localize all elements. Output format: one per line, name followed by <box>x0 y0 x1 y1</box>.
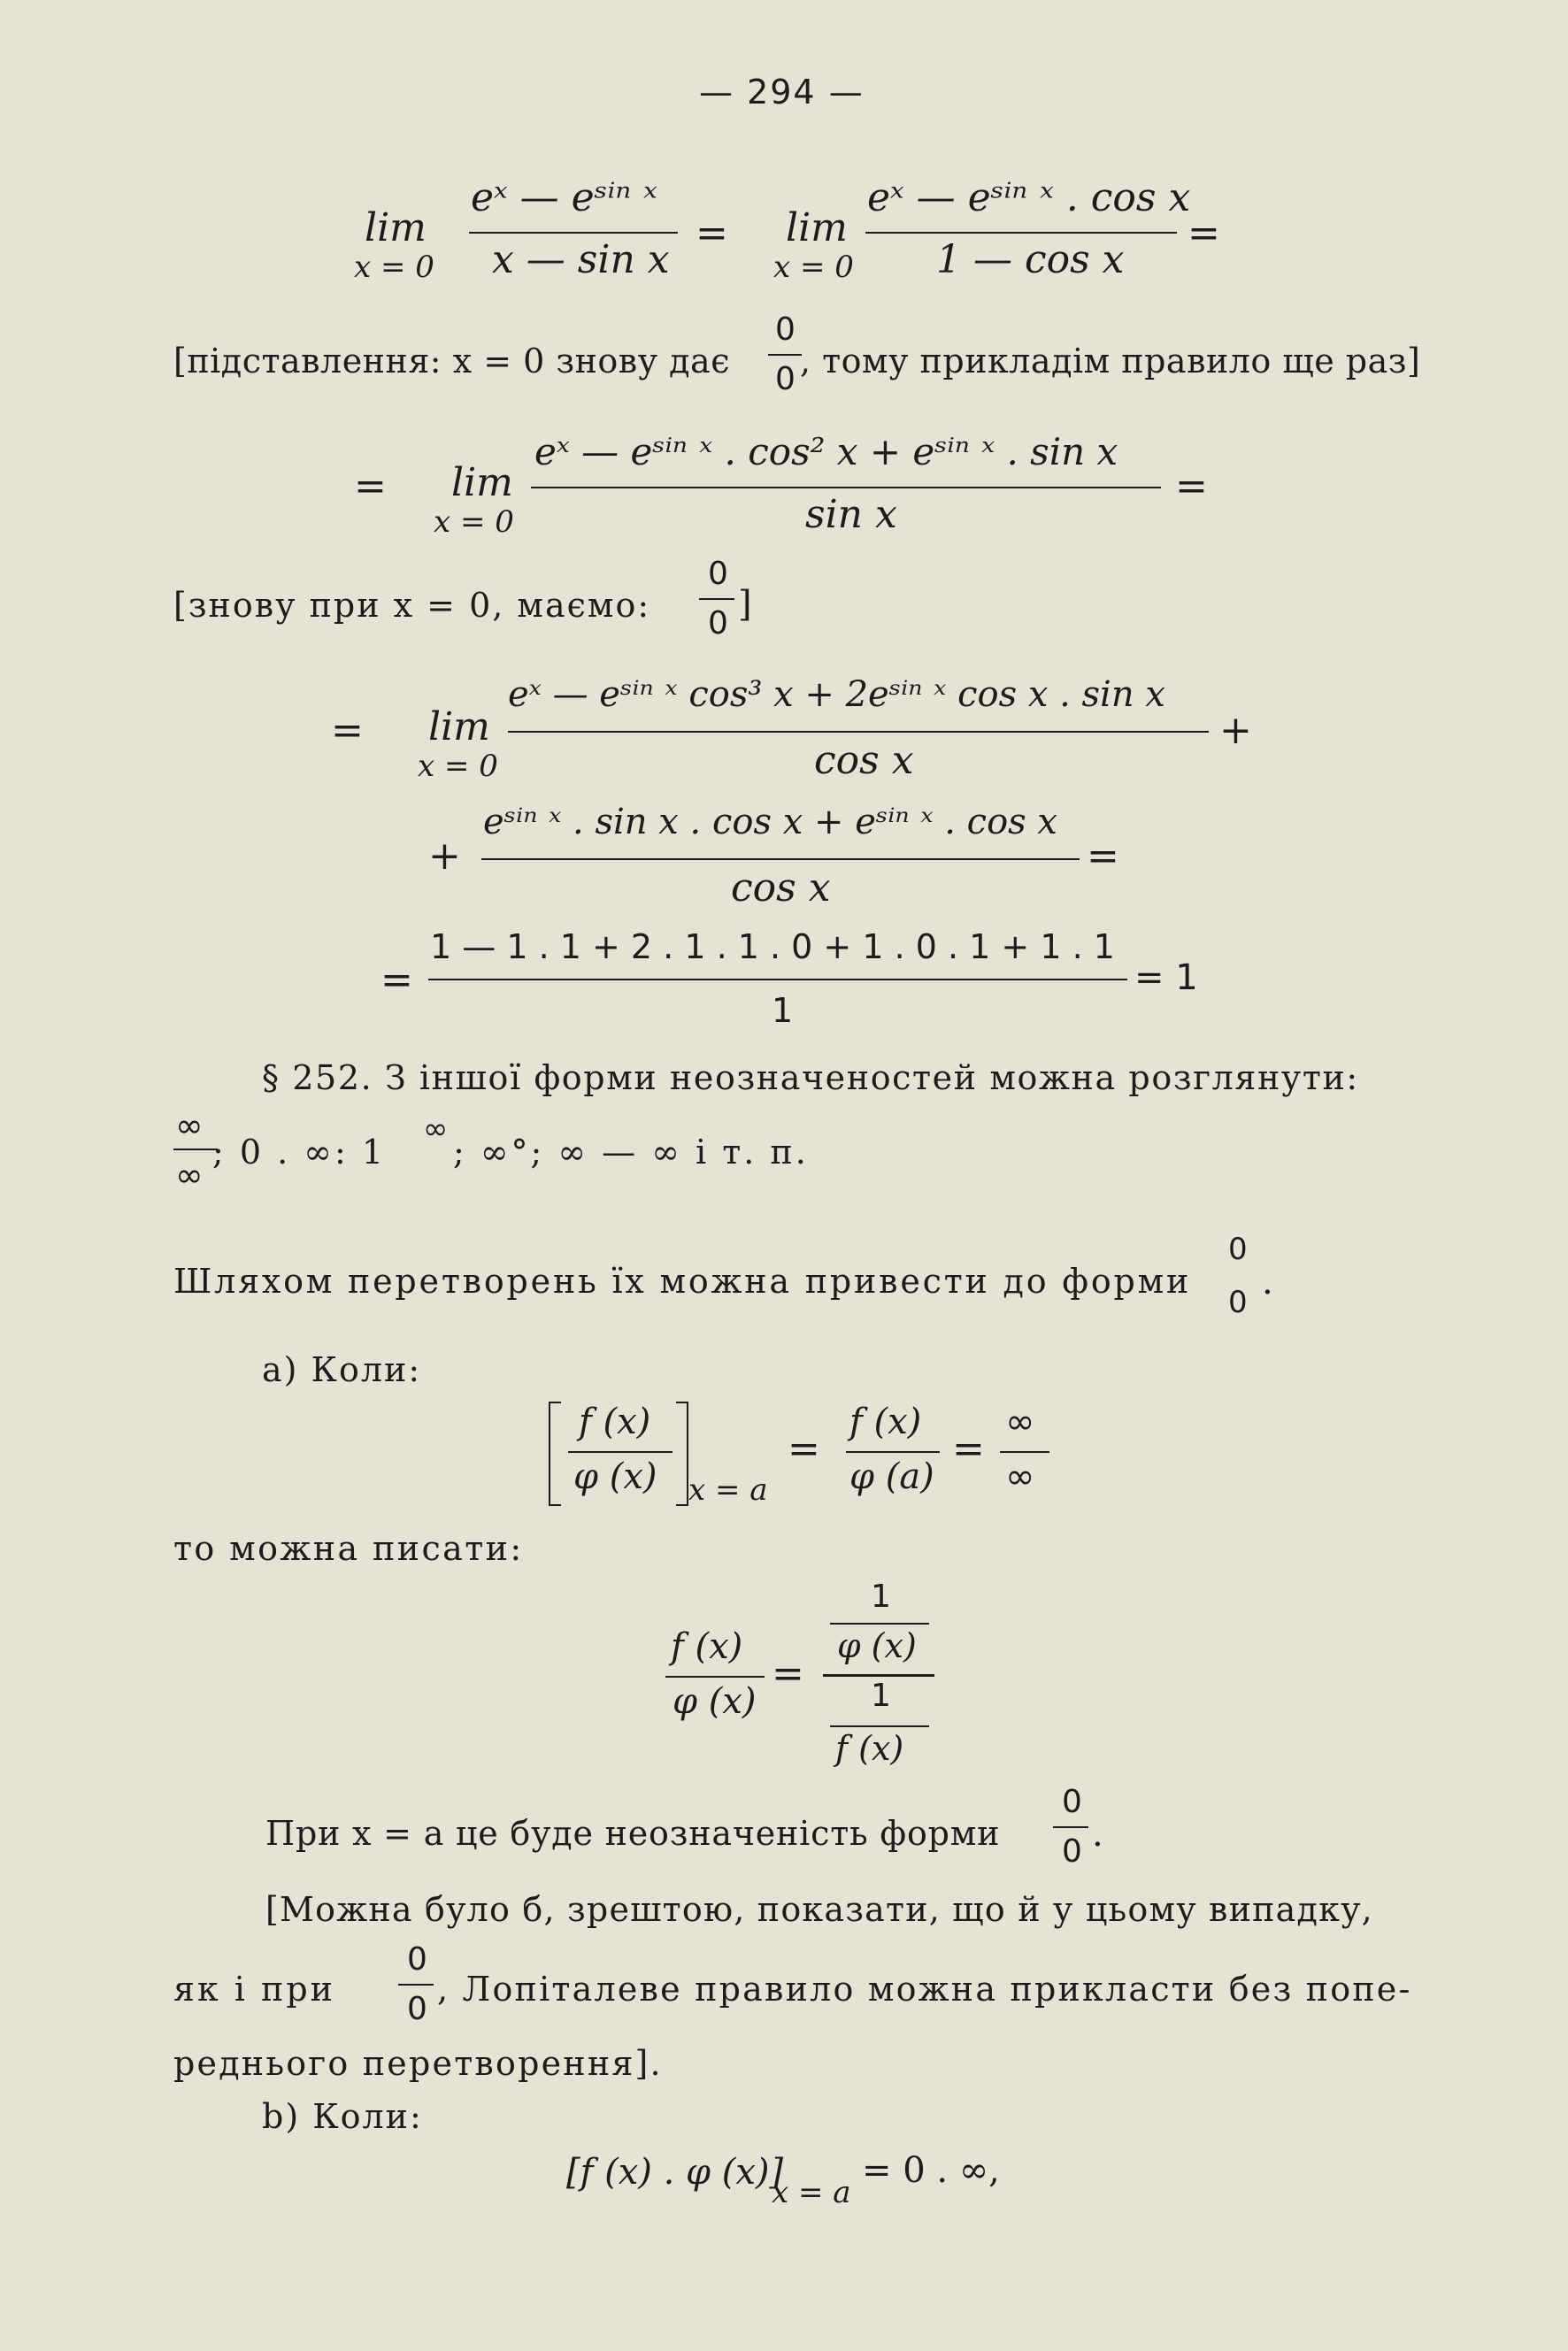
fraction-numerator: 1 <box>871 1579 891 1615</box>
paragraph-line: , Лопіталеве правило можна прикласти без попе- <box>437 1970 1412 2009</box>
paragraph-line: як і при <box>173 1970 336 2009</box>
fraction-bar <box>830 1623 929 1625</box>
note-text: , тому прикладім правило ще раз] <box>800 342 1421 380</box>
lim-label: lim <box>428 704 490 749</box>
fraction-numerator: eˣ — eˢⁱⁿ ˣ . cos x <box>867 175 1191 220</box>
fraction-bar <box>865 232 1177 234</box>
paragraph-line: то можна писати: <box>173 1529 524 1568</box>
equals-sign: = <box>1175 464 1208 509</box>
equals-sign: = <box>1188 211 1220 256</box>
fraction-denominator: 0 <box>708 605 730 642</box>
fraction-numerator: eˢⁱⁿ ˣ . sin x . cos x + eˢⁱⁿ ˣ . cos x <box>483 802 1057 842</box>
fraction-denominator: f (x) <box>835 1729 904 1768</box>
fraction-numerator: f (x) <box>579 1402 651 1442</box>
fraction-numerator: eˣ — eˢⁱⁿ ˣ cos³ x + 2eˢⁱⁿ ˣ cos x . sin x <box>508 674 1165 715</box>
equals-sign: = <box>788 1426 820 1471</box>
fraction-denominator: φ (x) <box>837 1626 917 1665</box>
main-fraction-bar <box>823 1674 934 1677</box>
fraction-bar <box>830 1725 929 1727</box>
fraction-bar <box>699 598 734 600</box>
lim-subscript: x = 0 <box>773 250 854 285</box>
paragraph-end: . <box>1262 1262 1275 1302</box>
paragraph-line: Шляхом перетворень їх можна привести до форми <box>173 1262 1192 1301</box>
fraction-denominator: cos x <box>814 738 914 783</box>
left-bracket <box>549 1402 561 1506</box>
fraction-denominator: 1 <box>772 991 794 1030</box>
fraction-denominator: 1 — cos x <box>936 237 1125 282</box>
fraction-denominator: sin x <box>805 492 897 537</box>
paragraph-line: ; 0 . ∞: 1 <box>212 1133 387 1172</box>
fraction-bar <box>481 858 1080 860</box>
paragraph-line: реднього перетворення]. <box>173 2044 663 2083</box>
paragraph-line: § 252. З іншої форми неозначеностей можна розглянути: <box>262 1058 1359 1097</box>
fraction-denominator: ∞ <box>175 1156 205 1195</box>
fraction-denominator: cos x <box>731 865 831 910</box>
paragraph-line: При x = a це буде неозначеність форми <box>265 1814 1001 1853</box>
fraction-bar <box>768 354 802 356</box>
equals-sign: = <box>772 1651 804 1696</box>
paragraph-line: ; ∞°; ∞ — ∞ і т. п. <box>453 1133 809 1172</box>
expression-rhs: = 0 . ∞, <box>862 2150 1000 2191</box>
lim-label: lim <box>365 205 427 250</box>
lim-subscript: x = 0 <box>354 250 434 285</box>
fraction-bar <box>173 1149 218 1150</box>
lim-label: lim <box>451 460 513 505</box>
fraction-numerator: eˣ — eˢⁱⁿ ˣ . cos² x + eˢⁱⁿ ˣ . sin x <box>534 430 1118 473</box>
fraction-numerator: ∞ <box>1005 1402 1035 1442</box>
right-bracket <box>676 1402 688 1506</box>
expression: [f (x) . φ (x)] <box>566 2152 784 2193</box>
fraction-bar <box>568 1451 673 1453</box>
fraction-bar <box>469 232 678 234</box>
fraction-denominator: ∞ <box>1005 1456 1035 1497</box>
lim-label: lim <box>786 205 848 250</box>
fraction-denominator: x — sin x <box>492 237 670 282</box>
fraction-numerator: 1 <box>871 1678 891 1714</box>
fraction-denominator: 0 <box>775 361 797 397</box>
fraction-numerator: ∞ <box>175 1106 205 1145</box>
fraction-denominator: φ (x) <box>673 1681 757 1722</box>
fraction-bar <box>846 1451 940 1453</box>
fraction-denominator: 0 <box>1062 1833 1084 1870</box>
fraction-bar <box>428 979 1127 980</box>
plus-sign: + <box>1219 708 1252 753</box>
fraction-numerator: 0 <box>407 1941 429 1978</box>
fraction-denominator: 0 <box>407 1991 429 2027</box>
case-label: b) Коли: <box>262 2097 423 2136</box>
lim-subscript: x = 0 <box>418 749 498 784</box>
equals-sign: = <box>380 957 413 1003</box>
fraction-bar <box>665 1676 765 1678</box>
fraction-bar <box>531 487 1161 488</box>
bracket-subscript: x = a <box>688 1472 768 1508</box>
expression-subscript: x = a <box>772 2175 851 2210</box>
equals-sign: = <box>952 1426 985 1471</box>
fraction-denominator: 0 <box>1228 1285 1249 1320</box>
fraction-denominator: φ (x) <box>573 1456 657 1497</box>
fraction-numerator: 1 — 1 . 1 + 2 . 1 . 1 . 0 + 1 . 0 . 1 + 1 . 1 <box>430 927 1115 966</box>
plus-sign: + <box>428 834 461 879</box>
note-text: [знову при x = 0, маємо: <box>173 586 651 625</box>
fraction-numerator: 0 <box>1228 1232 1249 1267</box>
fraction-bar <box>398 1984 434 1986</box>
note-text: ] <box>738 584 754 625</box>
fraction-numerator: f (x) <box>671 1626 743 1667</box>
note-text: [підставлення: x = 0 знову дає <box>173 342 730 380</box>
equals-sign: = <box>354 464 387 509</box>
fraction-bar <box>1000 1451 1049 1453</box>
fraction-numerator: 0 <box>1062 1784 1084 1820</box>
fraction-numerator: 0 <box>775 311 797 348</box>
fraction-denominator: φ (a) <box>849 1456 934 1497</box>
fraction-numerator: eˣ — eˢⁱⁿ ˣ <box>471 175 657 220</box>
result: = 1 <box>1134 957 1198 998</box>
fraction-numerator: f (x) <box>849 1402 922 1442</box>
paragraph-end: . <box>1092 1814 1105 1855</box>
fraction-numerator: 0 <box>708 556 730 592</box>
equals-sign: = <box>1087 834 1119 879</box>
fraction-bar <box>508 731 1209 733</box>
superscript: ∞ <box>423 1111 450 1147</box>
paragraph-line: [Можна було б, зрештою, показати, що й у цьому випадку, <box>265 1890 1373 1929</box>
case-label: а) Коли: <box>262 1350 422 1389</box>
fraction-bar <box>1053 1826 1088 1828</box>
equals-sign: = <box>331 708 364 753</box>
lim-subscript: x = 0 <box>434 504 514 540</box>
page-number: — 294 — <box>699 73 865 111</box>
equals-sign: = <box>696 211 728 256</box>
